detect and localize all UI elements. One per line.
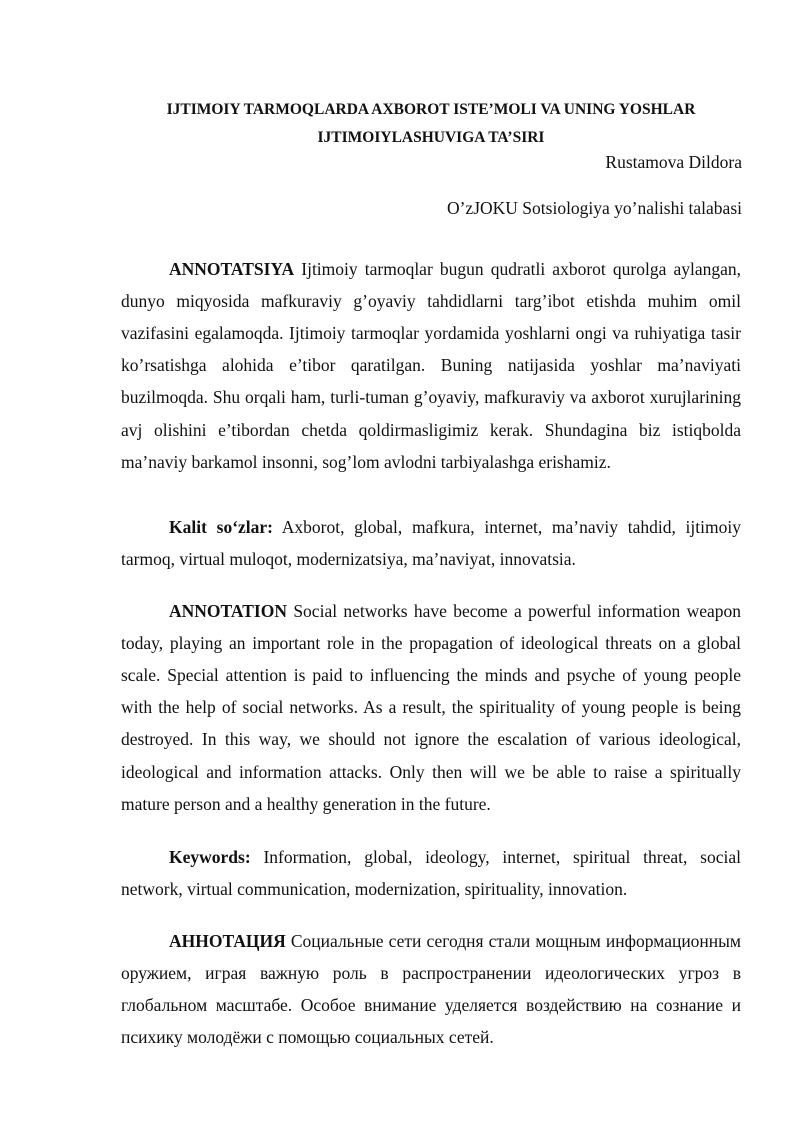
keywords-english-text: Information, global, ideology, internet, spiritual threat, social network, virtual communication, modernization, spirituality, innovation. xyxy=(121,846,741,899)
author-name: Rustamova Dildora xyxy=(605,152,742,172)
annotation-uzbek-text: Ijtimoiy tarmoqlar bugun qudratli axborot qurolga aylangan, dunyo miqyosida mafkuraviy g’oyaviy tahdidlarni targ’ibot etishda muhim omil vazifasini egalamoqda. Ijtimoiy tarmoqlar yordamida yoshlarni ongi va ruhiyatiga tasir ko’rsatishga alohida e’tibor qaratilgan. Buning natijasida yoshlar ma’naviyati buzilmoqda. Shu orqali ham, turli-tuman g’oyaviy, mafkuraviy va axborot xurujlarining avj olishini e’tibordan chetda qoldirmasligimiz kerak. Shundagina biz istiqbolda ma’naviy barkamol insonni, sog’lom avlodni tarbiyalashga erishamiz. xyxy=(121,258,741,472)
annotation-russian xyxy=(121,925,741,1054)
annotation-uzbek-heading: ANNOTATSIYA xyxy=(169,258,295,279)
annotation-english-heading: ANNOTATION xyxy=(169,600,287,621)
keywords-uzbek-label: Kalit so‘zlar: xyxy=(169,516,273,537)
author-affiliation: O’zJOKU Sotsiologiya yo’nalishi talabasi xyxy=(446,198,742,218)
keywords-uzbek xyxy=(121,511,741,575)
keywords-english xyxy=(121,841,741,905)
keywords-english-label: Keywords: xyxy=(169,846,251,867)
keywords-uzbek-text: Axborot, global, mafkura, internet, ma’naviy tahdid, ijtimoiy tarmoq, virtual muloqot, modernizatsiya, ma’naviyat, innovatsia. xyxy=(121,516,741,569)
annotation-russian-text: Социальные сети сегодня стали мощным информационным оружием, играя важную роль в распространении идеологических угроз в глобальном масштабе. Особое внимание уделяется воздействию на сознание и психику молодёжи с помощью социальных сетей. xyxy=(121,930,741,1048)
annotation-english xyxy=(121,595,741,820)
annotation-russian-heading: АННОТАЦИЯ xyxy=(169,930,286,951)
article-title-line-2: IJTIMOIYLASHUVIGA TA’SIRI xyxy=(317,129,545,146)
annotation-uzbek xyxy=(121,253,741,478)
article-title xyxy=(121,96,741,152)
article-title-line-1: IJTIMOIY TARMOQLARDA AXBOROT ISTE’MOLI VA UNING YOSHLAR xyxy=(166,101,696,118)
annotation-english-text: Social networks have become a powerful information weapon today, playing an important role in the propagation of ideological threats on a global scale. Special attention is paid to influencing the minds and psyche of young people with the help of social networks. As a result, the spirituality of young people is being destroyed. In this way, we should not ignore the escalation of various ideological, ideological and information attacks. Only then will we be able to raise a spiritually mature person and a healthy generation in the future. xyxy=(121,600,741,814)
